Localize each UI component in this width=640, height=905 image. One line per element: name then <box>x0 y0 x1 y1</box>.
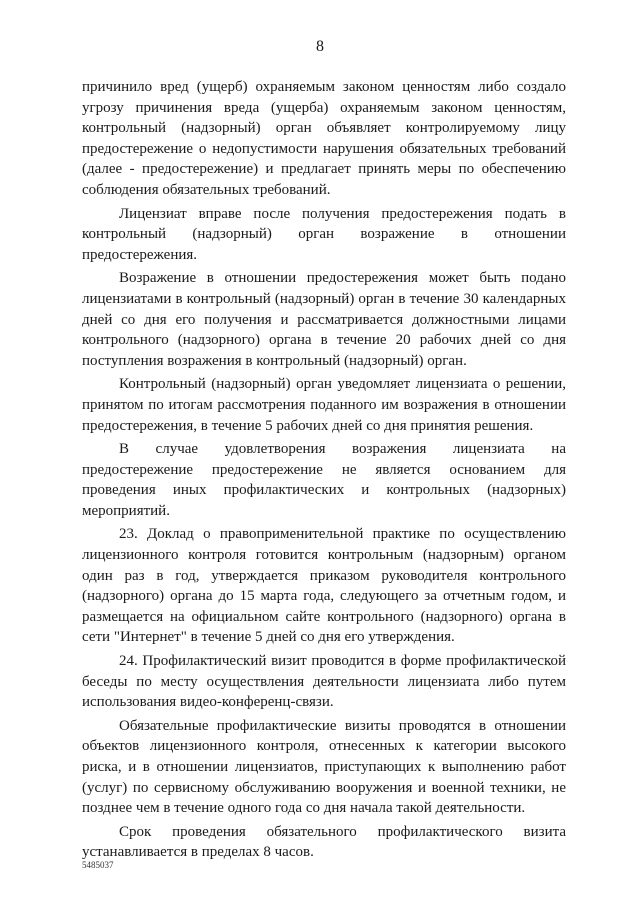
document-code: 5485037 <box>82 860 114 870</box>
paragraph: причинило вред (ущерб) охраняемым законом ценностям либо создало угрозу причинения вреда (ущерба) охраняемым законом ценностям, контрольный (надзорный) орган объявляет контролируемому лицу предостережение о недопустимости нарушения обязательных требований (далее - предостережение) и предлагает принять меры по обеспечению соблюдения обязательных требований. <box>82 79 566 198</box>
document-body <box>82 77 566 866</box>
paragraph: Срок проведения обязательного профилактического визита устанавливается в пределах 8 часов. <box>82 823 566 861</box>
paragraph: 24. Профилактический визит проводится в форме профилактической беседы по месту осуществления деятельности лицензиата либо путем использования видео-конференц-связи. <box>82 653 566 711</box>
paragraph: 23. Доклад о правоприменительной практике по осуществлению лицензионного контроля готовится контрольным (надзорным) органом один раз в год, утверждается приказом руководителя контрольного (надзорного) органа до 15 марта года, следующего за отчетным годом, и размещается на официальном сайте контрольного (надзорного) органа в сети "Интернет" в течение 5 дней со дня его утверждения. <box>82 526 566 646</box>
paragraph: Контрольный (надзорный) орган уведомляет лицензиата о решении, принятом по итогам рассмотрения поданного им возражения в отношении предостережения, в течение 5 рабочих дней со дня принятия решения. <box>82 376 566 434</box>
paragraph: В случае удовлетворения возражения лицензиата на предостережение предостережение не является основанием для проведения иных профилактических и контрольных (надзорных) мероприятий. <box>82 441 566 519</box>
paragraph: Обязательные профилактические визиты проводятся в отношении объектов лицензионного контроля, отнесенных к категории высокого риска, и в отношении лицензиатов, приступающих к выполнению работ (услуг) по сервисному обслуживанию вооружения и военной техники, не позднее чем в течение одного года со дня начала такой деятельности. <box>82 717 566 817</box>
paragraph: Возражение в отношении предостережения может быть подано лицензиатами в контрольный (надзорный) орган в течение 30 календарных дней со дня его получения и рассматривается должностными лицами контрольного (надзорного) органа в течение 20 рабочих дней со дня поступления возражения в контрольный (надзорный) орган. <box>82 270 566 369</box>
paragraph: Лицензиат вправе после получения предостережения подать в контрольный (надзорный) орган возражение в отношении предостережения. <box>82 205 566 263</box>
page-number: 8 <box>316 38 324 55</box>
